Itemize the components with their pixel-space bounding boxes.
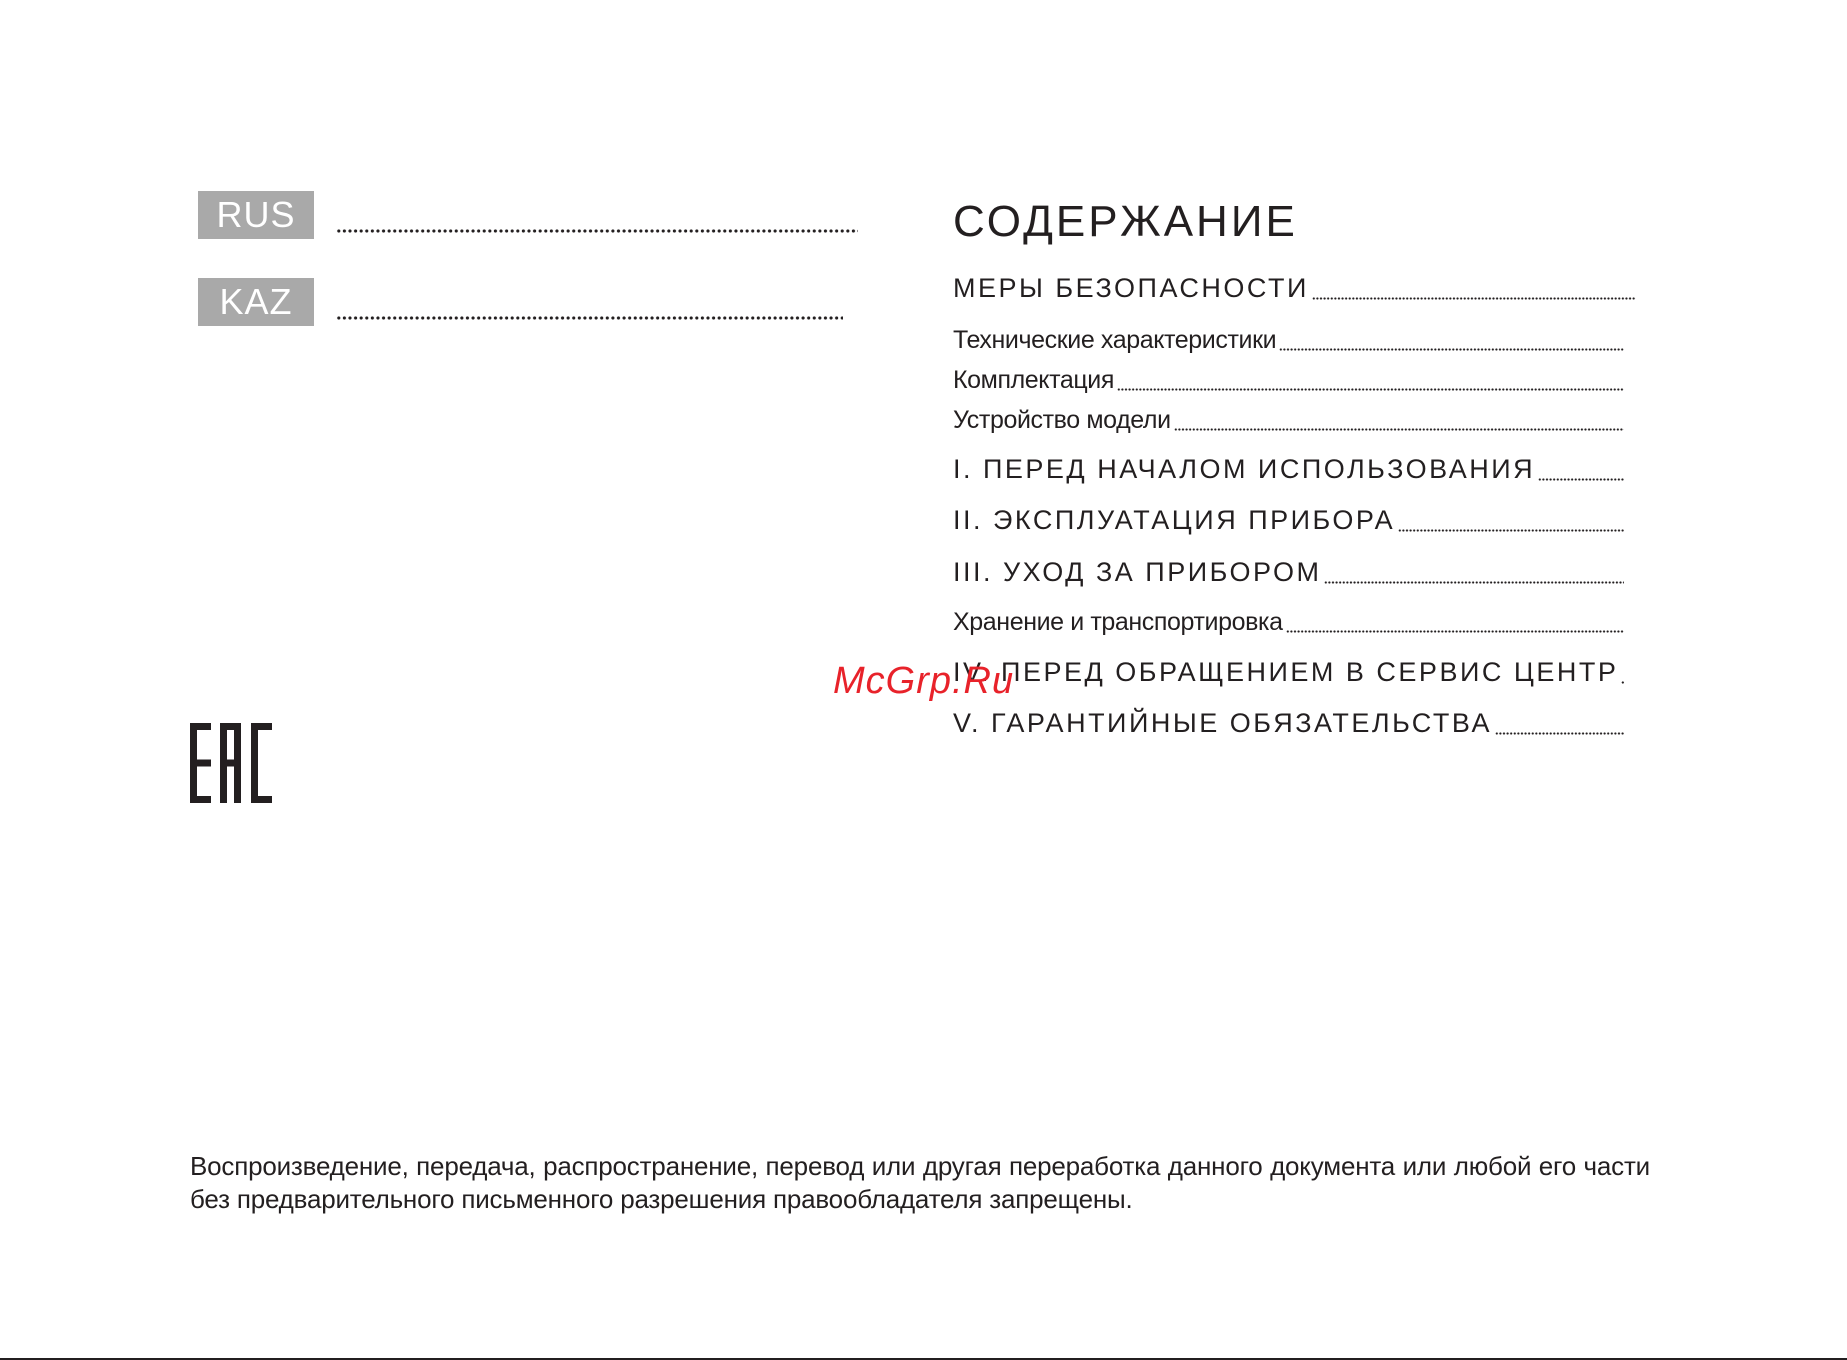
dotted-leader [1324, 581, 1624, 584]
lang-entry-rus[interactable] [198, 191, 858, 239]
toc-item-before-use[interactable] [953, 451, 1624, 487]
toc-item-device[interactable] [953, 403, 1624, 437]
dotted-leader [1538, 478, 1624, 481]
toc-item-label: V. ГАРАНТИЙНЫЕ ОБЯЗАТЕЛЬСТВА [953, 708, 1492, 738]
toc-item-label: I. ПЕРЕД НАЧАЛОМ ИСПОЛЬЗОВАНИЯ [953, 454, 1536, 484]
toc-item-label: Хранение и транспортировка [953, 608, 1283, 636]
dotted-leader [1398, 529, 1624, 532]
toc-item-label: III. УХОД ЗА ПРИБОРОМ [953, 557, 1322, 587]
toc-item-label: IV. ПЕРЕД ОБРАЩЕНИЕМ В СЕРВИС ЦЕНТР [953, 657, 1619, 687]
toc-item-specs[interactable] [953, 323, 1624, 357]
toc-item-service[interactable] [953, 654, 1624, 690]
toc-item-operation[interactable] [953, 502, 1624, 538]
copyright-notice: Воспроизведение, передача, распространение, перевод или другая переработка данного документа или любой его части без предварительного письменного разрешения правообладателя запрещены. [190, 1151, 1650, 1214]
watermark: McGrp.Ru [833, 660, 1015, 702]
toc-item-label: II. ЭКСПЛУАТАЦИЯ ПРИБОРА [953, 505, 1396, 535]
toc-item-label: Технические характеристики [953, 326, 1277, 354]
toc-item-care[interactable] [953, 554, 1624, 590]
dotted-leader [1312, 297, 1636, 300]
eac-logo-icon [190, 723, 272, 803]
toc-item-warranty[interactable] [953, 705, 1624, 741]
dotted-leader [336, 229, 858, 233]
toc-item-storage[interactable] [953, 605, 1624, 639]
dotted-leader [1286, 630, 1624, 633]
lang-entry-kaz[interactable] [198, 278, 858, 326]
dotted-leader [336, 316, 843, 320]
lang-badge-kaz: KAZ [198, 278, 314, 326]
lang-badge-rus: RUS [198, 191, 314, 239]
dotted-leader [1621, 681, 1624, 684]
toc-item-label: МЕРЫ БЕЗОПАСНОСТИ [953, 273, 1309, 303]
toc-item-safety[interactable] [953, 270, 1636, 306]
toc-item-package[interactable] [953, 363, 1624, 397]
toc-item-label: Устройство модели [953, 406, 1171, 434]
toc-title: СОДЕРЖАНИЕ [953, 197, 1298, 246]
dotted-leader [1174, 428, 1624, 431]
toc-item-label: Комплектация [953, 366, 1114, 394]
dotted-leader [1279, 348, 1624, 351]
dotted-leader [1117, 388, 1624, 391]
dotted-leader [1495, 732, 1624, 735]
